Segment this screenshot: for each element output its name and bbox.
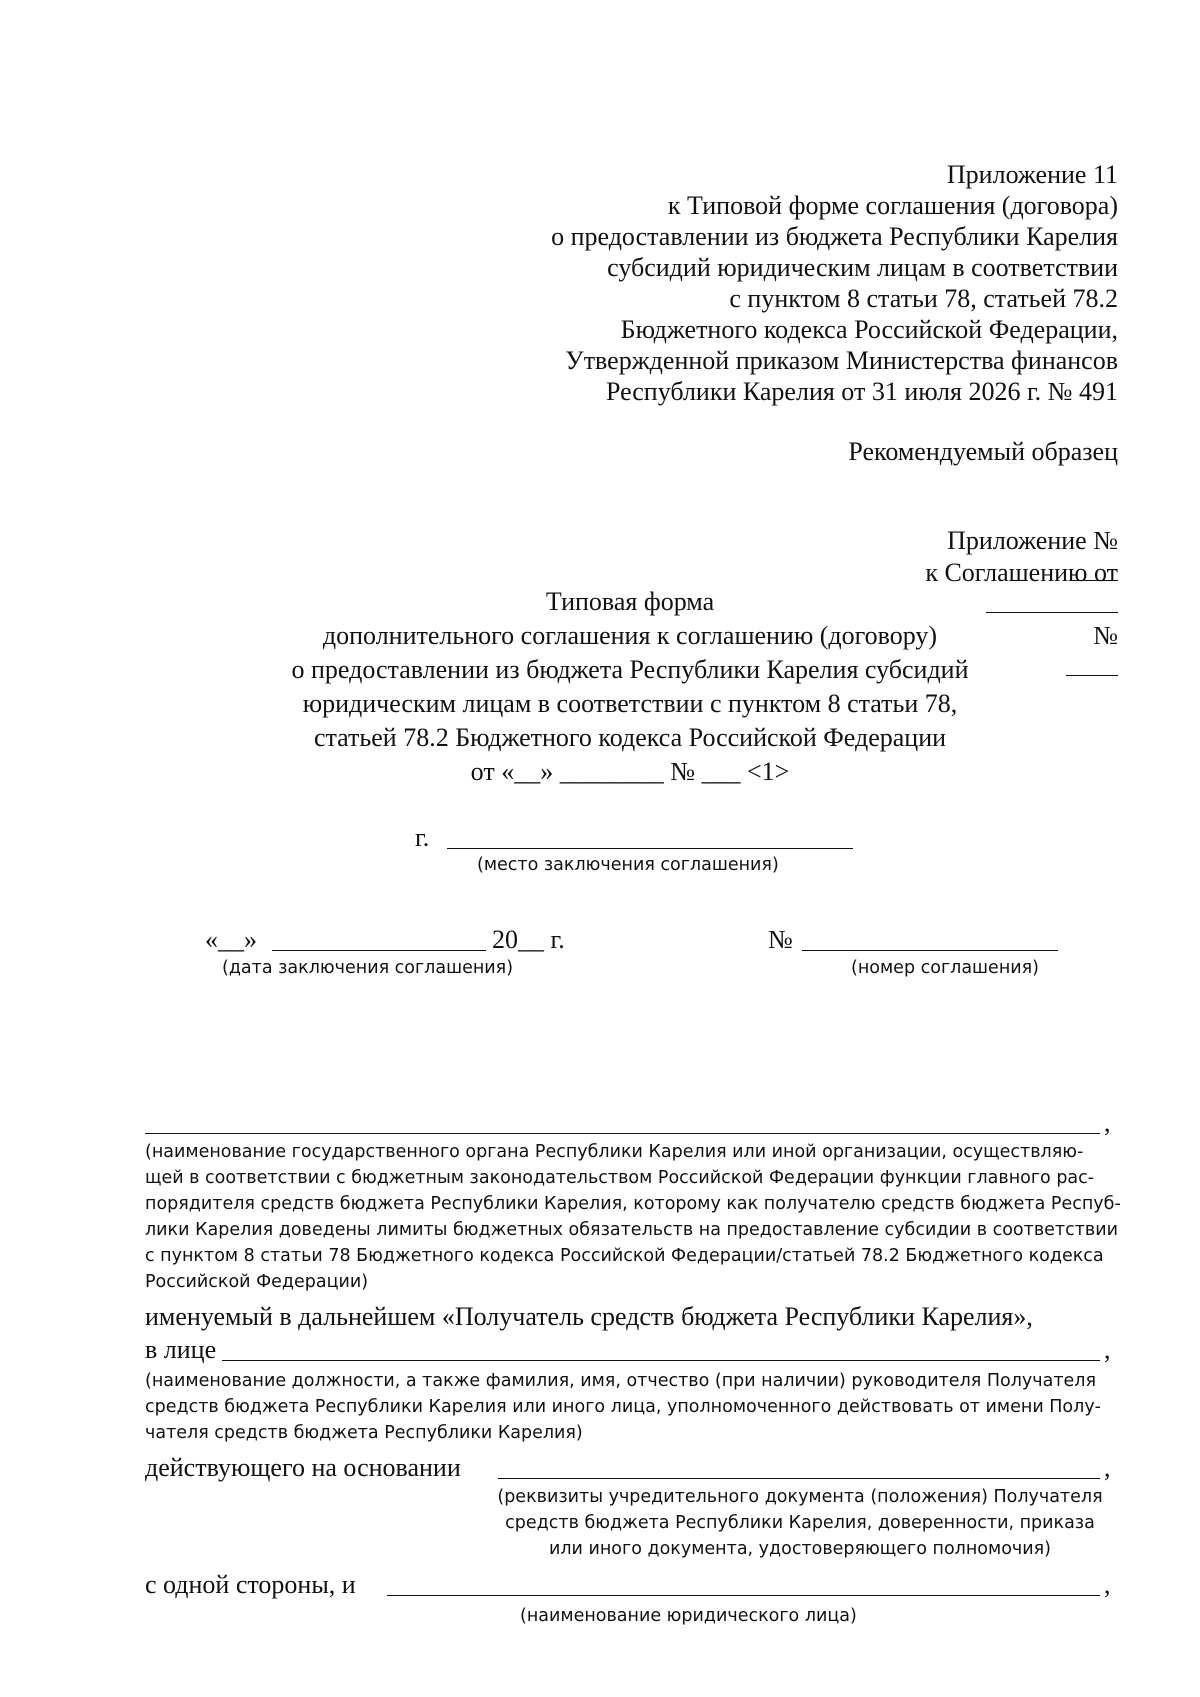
side-comma: , (1104, 1570, 1111, 1599)
person-caption-2: средств бюджета Республики Карелия или иного лица, уполномоченного действовать от имени Полу- (145, 1397, 1101, 1417)
place-input-line[interactable] (447, 848, 853, 849)
org-caption-4: лики Карелия доведены лимиты бюджетных обязательств на предоставление субсидии в соответствии (145, 1220, 1118, 1240)
title-line-4: юридическим лицам в соответствии с пунктом 8 статьи 78, (302, 689, 958, 718)
header-line-8: Республики Карелия от 31 июля 2026 г. № 491 (605, 377, 1118, 406)
person-input-line[interactable] (222, 1360, 1100, 1361)
date-day: «__» (205, 925, 257, 954)
number-prefix: № (768, 925, 793, 954)
title-date-line: от «__» ________ № ___ <1> (470, 757, 790, 786)
header-line-5: с пунктом 8 статьи 78, статьей 78.2 (729, 284, 1118, 313)
org-caption-3: порядителя средств бюджета Республики Карелия, которому как получателю средств бюджета Респуб- (145, 1194, 1121, 1214)
basis-prefix: действующего на основании (145, 1453, 461, 1482)
header-line-2: к Типовой форме соглашения (договора) (667, 191, 1118, 220)
annex-number-label: Приложение № (947, 526, 1118, 555)
org-caption-1: (наименование государственного органа Республики Карелия или иной организации, осуществляю- (145, 1142, 1084, 1162)
side-input-line[interactable] (387, 1595, 1100, 1596)
title-line-3: о предоставлении из бюджета Республики Карелия субсидий (291, 655, 969, 684)
person-caption-1: (наименование должности, а также фамилия, имя, отчество (при наличии) руководителя Получателя (145, 1371, 1096, 1391)
place-caption: (место заключения соглашения) (477, 855, 779, 875)
basis-caption-1: (реквизиты учредительного документа (положения) Получателя (497, 1487, 1103, 1507)
header-line-4: субсидий юридическим лицам в соответствии (607, 253, 1118, 282)
basis-caption-3: или иного документа, удостоверяющего полномочия) (549, 1539, 1051, 1559)
header-line-1: Приложение 11 (946, 160, 1118, 189)
number-caption: (номер соглашения) (851, 958, 1039, 978)
named-line: именуемый в дальнейшем «Получатель средств бюджета Республики Карелия», (145, 1302, 1033, 1331)
annex-agreement-label: к Соглашению от (925, 558, 1118, 587)
header-line-3: о предоставлении из бюджета Республики Карелия (551, 222, 1118, 251)
annex-no-label: № (1093, 621, 1118, 650)
number-input-line[interactable] (802, 950, 1058, 951)
header-line-7: Утвержденной приказом Министерства финансов (565, 346, 1118, 375)
basis-input-line[interactable] (498, 1478, 1100, 1479)
title-line-2: дополнительного соглашения к соглашению (договору) (322, 621, 938, 650)
org-caption-2: щей в соответствии с бюджетным законодательством Российской Федерации функции главного рас- (145, 1168, 1095, 1188)
title-line-5: статьей 78.2 Бюджетного кодекса Российской Федерации (313, 723, 947, 752)
basis-caption-2: средств бюджета Республики Карелия, доверенности, приказа (505, 1513, 1095, 1533)
basis-comma: , (1104, 1453, 1111, 1482)
org-name-line[interactable] (145, 1133, 1100, 1134)
header-line-6: Бюджетного кодекса Российской Федерации, (620, 315, 1118, 344)
org-caption-6: Российской Федерации) (145, 1272, 369, 1292)
org-caption-5: с пунктом 8 статьи 78 Бюджетного кодекса Российской Федерации/статьей 78.2 Бюджетного кодекса (145, 1246, 1104, 1266)
person-caption-3: чателя средств бюджета Республики Карелия) (145, 1423, 583, 1443)
title-line-1: Типовая форма (545, 587, 715, 616)
date-year: 20__ г. (492, 925, 565, 954)
recommended-sample: Рекомендуемый образец (848, 437, 1118, 466)
person-prefix: в лице (145, 1335, 217, 1364)
person-comma: , (1104, 1335, 1111, 1364)
side-prefix: с одной стороны, и (145, 1570, 356, 1599)
place-prefix: г. (415, 823, 430, 852)
date-month-line[interactable] (272, 950, 486, 951)
side-caption: (наименование юридического лица) (520, 1606, 857, 1626)
date-caption: (дата заключения соглашения) (222, 958, 514, 978)
org-comma: , (1104, 1108, 1111, 1137)
